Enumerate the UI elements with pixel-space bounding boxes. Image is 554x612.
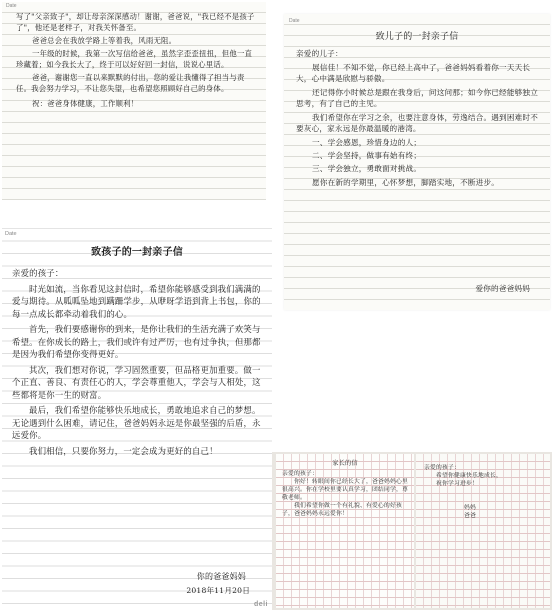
letter-body — [296, 48, 540, 188]
paragraph: 我们希望你做一个有礼貌、有爱心的好孩子，爸爸妈妈永远爱你！ — [282, 503, 402, 517]
closing: 祝：爸爸身体健康，工作顺利！ — [32, 99, 139, 108]
letter-title: 致儿子的一封亲子信 — [375, 32, 459, 42]
letter-page-4 — [272, 452, 552, 610]
date-label: Date — [6, 3, 17, 9]
paragraph: 希望你健康快乐地成长， — [436, 473, 502, 479]
signature: 你的爸爸妈妈 — [196, 572, 246, 581]
date-label: Date — [289, 18, 300, 24]
paragraph: 祝你学习进步！ — [436, 481, 478, 487]
signature: 妈妈 — [464, 505, 476, 511]
brand-logo: deli — [253, 601, 268, 608]
date-label: Date — [5, 231, 17, 237]
paragraph: 亲爱的孩子： — [424, 465, 460, 471]
letter-body — [12, 267, 264, 457]
paragraph: 爸爸，谢谢您一直以来默默的付出，您的爱让我懂得了担当与责任。我会努力学习，不让您失望，也希望您照顾好自己的身体。 — [16, 73, 245, 93]
signature: 爱你的爸爸妈妈 — [475, 284, 530, 293]
paragraph: 你好！转眼间你已经长大了，爸爸妈妈心里很高兴。你在学校里要认真学习，团结同学，尊敬老师。 — [282, 479, 408, 501]
paragraph: 时光如流，当你看见这封信时，希望你能够感受到我们满满的爱与期待。从呱呱坠地到蹒跚学步，从咿呀学语到背上书包，你的每一点成长都牵动着我们的心。 — [12, 283, 261, 319]
paragraph: 首先，我们要感谢你的到来，是你让我们的生活充满了欢笑与希望。在你成长的路上，我们或许有过严厉，也有过争执，但那都是因为我们希望你变得更好。 — [12, 324, 261, 359]
letter-body — [424, 464, 544, 520]
letter-title: 致孩子的一封亲子信 — [91, 247, 183, 258]
paragraph: 我们希望你在学习之余，也要注意身体，劳逸结合。遇到困难时不要灰心，家永远是你最温暖的港湾。 — [296, 113, 539, 133]
paragraph: 我们相信，只要你努力，一定会成为更好的自己！ — [29, 445, 218, 456]
letter-body — [282, 470, 408, 518]
signature: 爸爸 — [464, 513, 476, 519]
paragraph: 爸爸总会在我放学路上等着我，风雨无阻。 — [32, 36, 177, 45]
salutation: 亲爱的孩子： — [282, 471, 318, 477]
grid-sheet-left — [276, 454, 414, 608]
salutation: 亲爱的孩子： — [12, 268, 64, 278]
letter-page-1 — [2, 2, 266, 200]
letter-title: 家长的信 — [332, 460, 358, 467]
letter-date: 2018年11月20日 — [186, 586, 250, 595]
paragraph: 愿你在新的学期里，心怀梦想，脚踏实地，不断进步。 — [312, 178, 500, 187]
letter-page-3 — [2, 228, 272, 610]
list-item: 一、学会感恩，珍惜身边的人； — [312, 138, 422, 147]
paragraph: 最后，我们希望你能够快乐地成长，勇敢地追求自己的梦想。无论遇到什么困难，请记住，爸爸妈妈永远是你最坚强的后盾，永远爱你。 — [12, 405, 261, 440]
list-item: 二、学会坚持，做事有始有终； — [312, 151, 422, 160]
letter-page-2 — [284, 14, 550, 310]
letter-body — [16, 11, 256, 109]
grid-sheet-right — [416, 454, 550, 608]
paragraph: 写了"父亲致子"，却让母亲深深感动！谢谢，爸爸说，"我已经不是孩子了"，他还是老样子，对我关怀备至。 — [16, 12, 255, 32]
salutation: 亲爱的儿子： — [296, 49, 343, 58]
paragraph: 展信佳！不知不觉，你已经上高中了，爸爸妈妈看着你一天天长大，心中满是欣慰与骄傲。 — [296, 63, 531, 83]
list-item: 三、学会独立，勇敢面对挑战。 — [312, 164, 422, 173]
paragraph: 一年级的时候，我第一次写信给爸爸，虽然字歪歪扭扭，但他一直珍藏着；如今我长大了，终于可以好好回一封信，说说心里话。 — [16, 49, 253, 69]
paragraph: 其次，我们想对你说，学习固然重要，但品格更加重要。做一个正直、善良、有责任心的人，学会尊重他人，学会与人相处，这些都将是你一生的财富。 — [12, 364, 261, 400]
paragraph: 还记得你小时候总是跟在我身后，问这问那；如今你已经能够独立思考，有了自己的主见。 — [296, 88, 539, 108]
